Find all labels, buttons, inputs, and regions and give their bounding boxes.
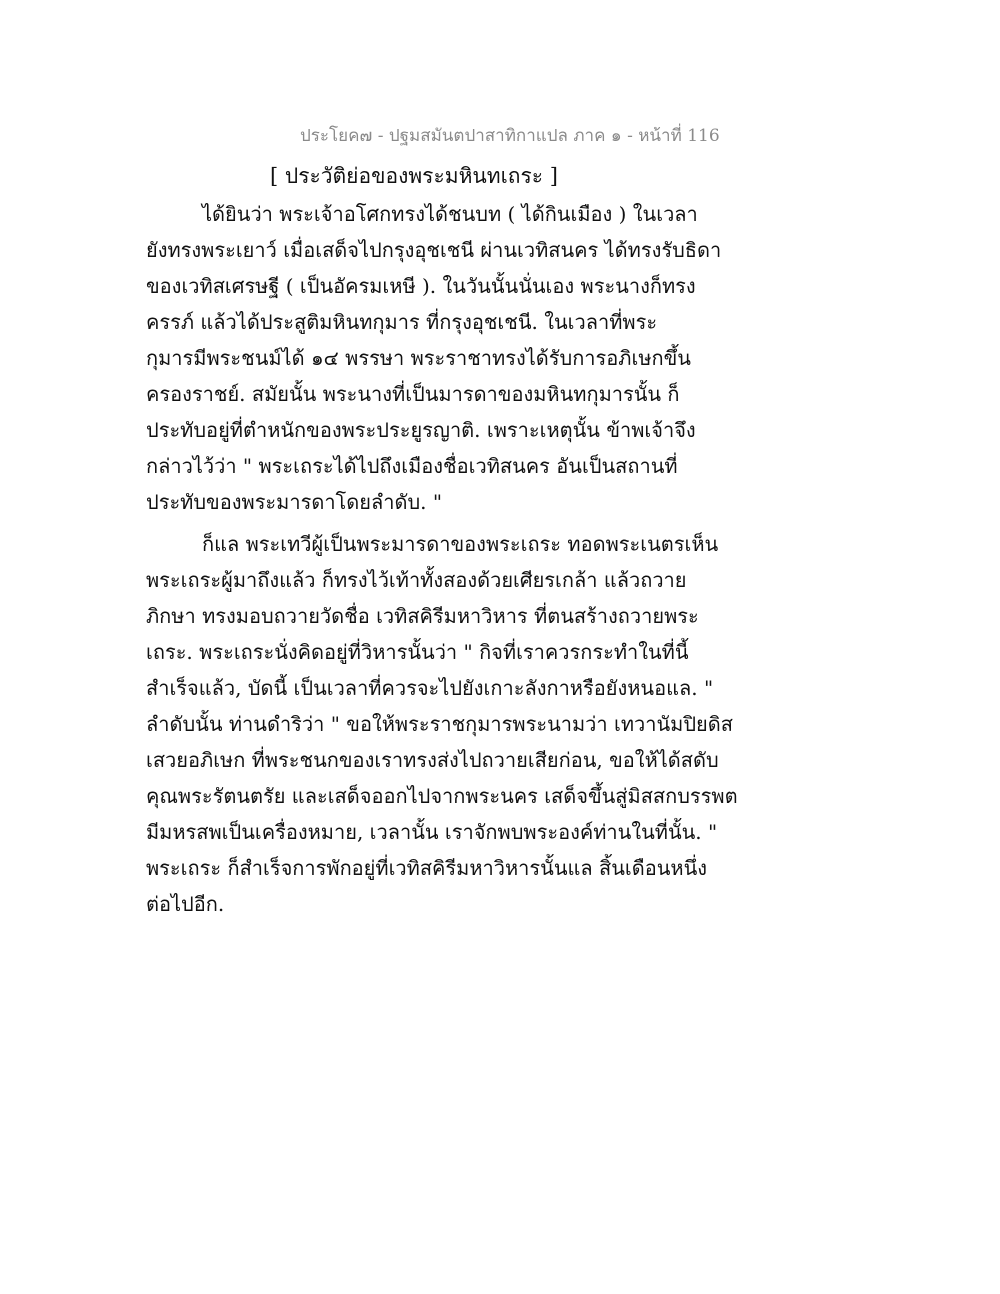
paragraph-line: ลำดับนั้น ท่านดำริว่า " ขอให้พระราชกุมารพระนามว่า เทวานัมปิยดิส [146, 712, 733, 736]
paragraph-line: พระเถระผู้มาถึงแล้ว ก็ทรงไว้เท้าทั้งสองด้วยเศียรเกล้า แล้วถวาย [146, 568, 687, 592]
paragraph-line: เสวยอภิเษก ที่พระชนกของเราทรงส่งไปถวายเสียก่อน, ขอให้ได้สดับ [146, 748, 719, 772]
paragraph-line: พระเถระ ก็สำเร็จการพักอยู่ที่เวทิสคิรีมหาวิหารนั้นแล สิ้นเดือนหนึ่ง [146, 856, 708, 880]
paragraph-1 [146, 196, 746, 520]
paragraph-line: เถระ. พระเถระนั่งคิดอยู่ที่วิหารนั้นว่า " กิจที่เราควรกระทำในที่นี้ [146, 640, 689, 664]
paragraph-line: มีมหรสพเป็นเครื่องหมาย, เวลานั้น เราจักพบพระองค์ท่านในที่นั้น. " [146, 820, 718, 844]
paragraph-line: ก็แล พระเทวีผู้เป็นพระมารดาของพระเถระ ทอดพระเนตรเห็น [202, 532, 719, 556]
section-title: [ ประวัติย่อของพระมหินทเถระ ] [270, 164, 558, 188]
paragraph-line: ต่อไปอีก. [146, 892, 225, 916]
paragraph-line: ได้ยินว่า พระเจ้าอโศกทรงได้ชนบท ( ได้กินเมือง ) ในเวลา [202, 202, 698, 226]
paragraph-line: ของเวทิสเศรษฐี ( เป็นอัครมเหษี ). ในวันนั้นนั่นเอง พระนางก็ทรง [146, 274, 696, 298]
paragraph-2 [146, 526, 746, 922]
running-header: ประโยค๗ - ปฐมสมันตปาสาทิกาแปล ภาค ๑ - หน้าที่ 116 [300, 126, 720, 146]
paragraph-line: คุณพระรัตนตรัย และเสด็จออกไปจากพระนคร เสด็จขึ้นสู่มิสสกบรรพต [146, 784, 738, 808]
paragraph-line: ครรภ์ แล้วได้ประสูติมหินทกุมาร ที่กรุงอุชเชนี. ในเวลาที่พระ [146, 310, 658, 334]
paragraph-line: ประทับอยู่ที่ตำหนักของพระประยูรญาติ. เพราะเหตุนั้น ข้าพเจ้าจึง [146, 418, 696, 442]
paragraph-line: กุมารมีพระชนม์ได้ ๑๔ พรรษา พระราชาทรงได้รับการอภิเษกขึ้น [146, 346, 691, 370]
paragraph-line: ครองราชย์. สมัยนั้น พระนางที่เป็นมารดาของมหินทกุมารนั้น ก็ [146, 382, 680, 406]
paragraph-line: สำเร็จแล้ว, บัดนี้ เป็นเวลาที่ควรจะไปยังเกาะลังกาหรือยังหนอแล. " [146, 676, 714, 700]
paragraph-line: ยังทรงพระเยาว์ เมื่อเสด็จไปกรุงอุชเชนี ผ่านเวทิสนคร ได้ทรงรับธิดา [146, 238, 722, 262]
paragraph-line: กล่าวไว้ว่า " พระเถระได้ไปถึงเมืองชื่อเวทิสนคร อันเป็นสถานที่ [146, 454, 678, 478]
paragraph-line: ภิกษา ทรงมอบถวายวัดชื่อ เวทิสคิรีมหาวิหาร ที่ตนสร้างถวายพระ [146, 604, 699, 628]
body-text [146, 196, 746, 928]
paragraph-line: ประทับของพระมารดาโดยลำดับ. " [146, 490, 443, 514]
